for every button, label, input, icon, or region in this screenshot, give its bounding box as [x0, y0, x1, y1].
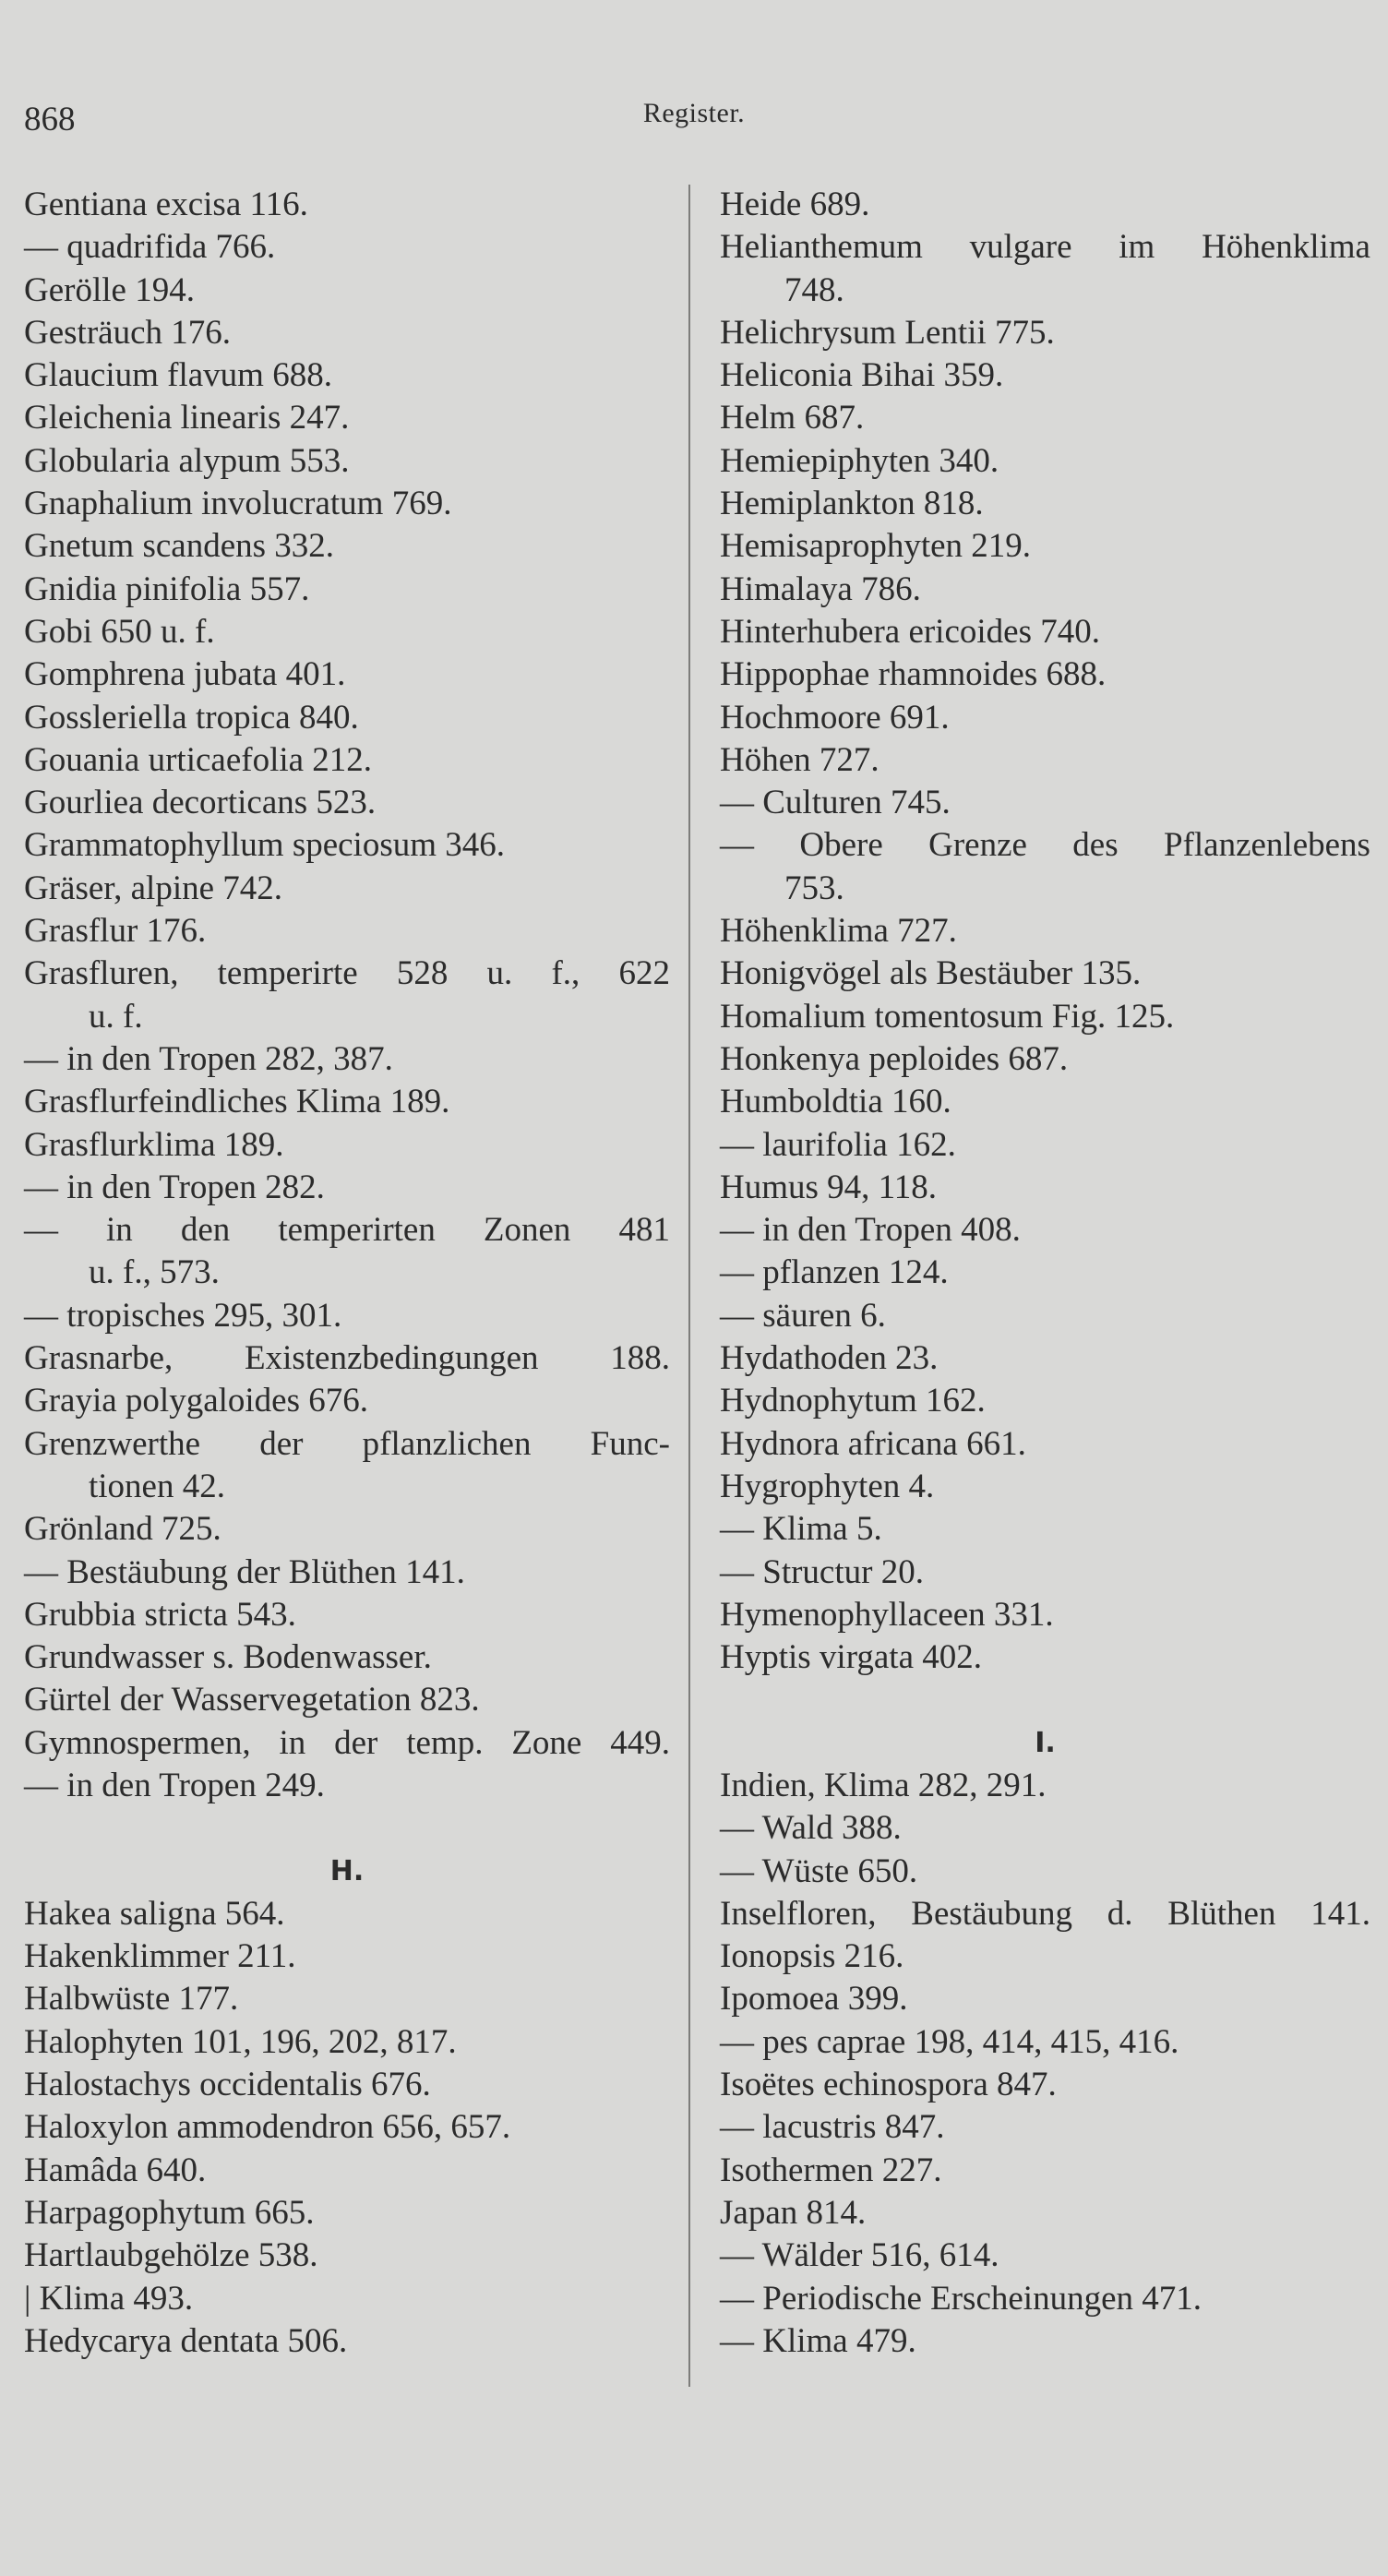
index-entry-continuation: u. f., 573. [89, 1253, 220, 1292]
index-entry: Haloxylon ammodendron 656, 657. [24, 2108, 511, 2147]
index-entry: — pes caprae 198, 414, 415, 416. [720, 2022, 1179, 2061]
index-entry: Hartlaubgehölze 538. [24, 2236, 318, 2275]
index-entry: Grundwasser s. Bodenwasser. [24, 1638, 432, 1677]
index-entry: Hydathoden 23. [720, 1339, 939, 1378]
index-entry: Gesträuch 176. [24, 313, 231, 352]
index-entry: Hemiplankton 818. [720, 485, 984, 523]
page-number: 868 [24, 101, 76, 138]
index-entry: Höhenklima 727. [720, 912, 957, 951]
index-entry: — Obere Grenze des Pflanzenlebens [720, 826, 1370, 865]
index-entry: Grenzwerthe der pflanzlichen Func- [24, 1424, 670, 1463]
index-entry: Gouania urticaefolia 212. [24, 740, 373, 779]
index-entry-continuation: tionen 42. [89, 1467, 225, 1505]
index-entry: Grasflurklima 189. [24, 1125, 284, 1164]
index-entry: Hymenophyllaceen 331. [720, 1595, 1054, 1634]
index-entry: Himalaya 786. [720, 569, 921, 608]
index-entry: — Bestäubung der Blüthen 141. [24, 1552, 465, 1591]
index-entry: Heliconia Bihai 359. [720, 356, 1004, 395]
index-entry: — Wald 388. [720, 1809, 902, 1848]
index-entry: — Culturen 745. [720, 784, 951, 822]
index-entry: — in den temperirten Zonen 481 [24, 1211, 670, 1250]
index-entry: Gnetum scandens 332. [24, 527, 335, 566]
index-entry: Gentiana excisa 116. [24, 186, 308, 223]
index-entry: Isoëtes echinospora 847. [720, 2066, 1057, 2104]
index-entry: | Klima 493. [24, 2279, 194, 2318]
index-entry: — in den Tropen 408. [720, 1211, 1021, 1250]
index-entry: Honigvögel als Bestäuber 135. [720, 954, 1142, 993]
index-entry: — Structur 20. [720, 1552, 924, 1591]
index-entry: — quadrifida 766. [24, 228, 276, 267]
index-entry: — Periodische Erscheinungen 471. [720, 2279, 1202, 2318]
index-entry: Hemisaprophyten 219. [720, 527, 1032, 566]
section-heading: I. [1035, 1726, 1056, 1759]
index-entry-continuation: 753. [784, 869, 844, 907]
index-entry: Hakenklimmer 211. [24, 1937, 296, 1976]
index-entry: Gerölle 194. [24, 270, 195, 309]
index-entry: Halbwüste 177. [24, 1980, 239, 2019]
index-entry: Gourliea decorticans 523. [24, 784, 377, 822]
index-entry: — in den Tropen 282. [24, 1168, 325, 1206]
index-entry: Hippophae rhamnoides 688. [720, 655, 1107, 694]
index-entry: Honkenya peploides 687. [720, 1039, 1069, 1078]
index-entry: Japan 814. [720, 2193, 867, 2232]
index-entry: Glaucium flavum 688. [24, 356, 332, 395]
index-entry: — in den Tropen 249. [24, 1766, 325, 1804]
index-entry: — lacustris 847. [720, 2108, 945, 2147]
index-entry: Humus 94, 118. [720, 1168, 938, 1206]
index-entry: — Klima 479. [720, 2321, 916, 2360]
index-entry: — in den Tropen 282, 387. [24, 1039, 393, 1078]
index-entry: Gobi 650 u. f. [24, 612, 215, 651]
index-entry: Grubbia stricta 543. [24, 1595, 296, 1634]
index-entry: — pflanzen 124. [720, 1253, 949, 1292]
index-entry: Halophyten 101, 196, 202, 817. [24, 2022, 457, 2061]
index-entry: Hydnora africana 661. [720, 1424, 1026, 1463]
index-entry: Gymnospermen, in der temp. Zone 449. [24, 1723, 670, 1762]
index-entry: Grasnarbe, Existenzbedingungen 188. [24, 1339, 670, 1378]
index-entry: — tropisches 295, 301. [24, 1296, 342, 1335]
index-entry: Gnidia pinifolia 557. [24, 569, 310, 608]
index-entry: Hyptis virgata 402. [720, 1638, 982, 1677]
index-entry: Gleichenia linearis 247. [24, 399, 350, 437]
index-entry: Helichrysum Lentii 775. [720, 313, 1055, 352]
index-entry: Inselfloren, Bestäubung d. Blüthen 141. [720, 1894, 1370, 1933]
index-entry: Helm 687. [720, 399, 865, 437]
index-entry: Indien, Klima 282, 291. [720, 1766, 1047, 1804]
index-entry: — Wälder 516, 614. [720, 2236, 999, 2275]
index-entry: Gnaphalium involucratum 769. [24, 485, 452, 523]
index-entry: Gossleriella tropica 840. [24, 698, 359, 737]
index-entry: Grasflurfeindliches Klima 189. [24, 1083, 450, 1121]
index-entry: Heide 689. [720, 186, 870, 223]
index-column-right [720, 184, 1370, 2363]
index-entry: Grönland 725. [24, 1510, 221, 1549]
index-entry: Globularia alypum 553. [24, 441, 350, 480]
section-spacer [720, 1679, 1370, 1721]
index-entry: — Klima 5. [720, 1510, 882, 1549]
index-entry: Hakea saligna 564. [24, 1894, 285, 1933]
index-entry-continuation: u. f. [89, 997, 143, 1036]
index-entry: Hochmoore 691. [720, 698, 950, 737]
index-entry: Homalium tomentosum Fig. 125. [720, 997, 1175, 1036]
index-column-left [24, 184, 670, 2363]
index-entry: Halostachys occidentalis 676. [24, 2066, 431, 2104]
index-entry: Helianthemum vulgare im Höhenklima [720, 228, 1370, 267]
column-divider [688, 185, 690, 2387]
index-entry: Grammatophyllum speciosum 346. [24, 826, 506, 865]
index-entry: — säuren 6. [720, 1296, 886, 1335]
index-entry: Harpagophytum 665. [24, 2193, 315, 2232]
index-entry: Hedycarya dentata 506. [24, 2321, 348, 2360]
index-entry: Grasflur 176. [24, 912, 207, 951]
index-entry: Höhen 727. [720, 740, 879, 779]
index-entry: Grasfluren, temperirte 528 u. f., 622 [24, 954, 670, 993]
index-entry: Ionopsis 216. [720, 1937, 904, 1976]
index-entry: Gräser, alpine 742. [24, 869, 283, 907]
index-entry: Gomphrena jubata 401. [24, 655, 346, 694]
running-header: Register. [642, 98, 746, 128]
index-entry: Hydnophytum 162. [720, 1382, 986, 1420]
index-entry-continuation: 748. [784, 270, 844, 309]
index-entry: Hinterhubera ericoides 740. [720, 612, 1100, 651]
section-heading: H. [329, 1854, 365, 1887]
index-entry: Isothermen 227. [720, 2151, 942, 2189]
index-entry: Hygrophyten 4. [720, 1467, 935, 1505]
index-entry: Gürtel der Wasservegetation 823. [24, 1681, 480, 1719]
index-entry: — laurifolia 162. [720, 1125, 956, 1164]
section-spacer [24, 1807, 670, 1850]
index-entry: Hemiepiphyten 340. [720, 441, 999, 480]
index-entry: Humboldtia 160. [720, 1083, 951, 1121]
index-entry: Hamâda 640. [24, 2151, 207, 2189]
index-entry: Ipomoea 399. [720, 1980, 908, 2019]
index-entry: Grayia polygaloides 676. [24, 1382, 368, 1420]
index-entry: — Wüste 650. [720, 1851, 918, 1890]
